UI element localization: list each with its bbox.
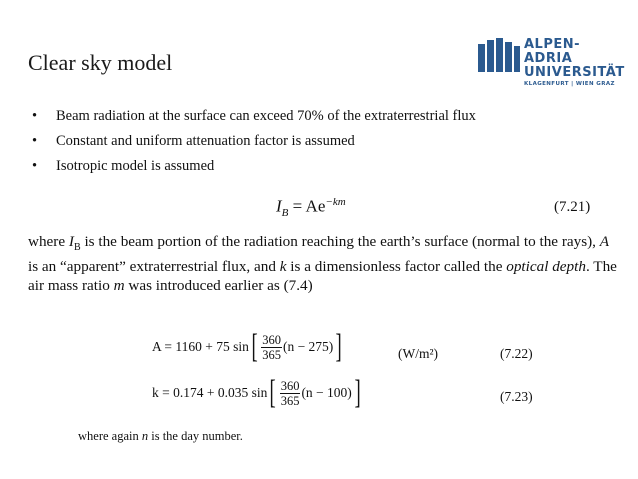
bullet-item: • Isotropic model is assumed [28, 154, 476, 179]
para-symbol: k [279, 258, 287, 276]
equation-7-22 [152, 328, 345, 365]
eq-rhs: = Ae [292, 196, 326, 216]
para-text: . The air mass ratio [28, 258, 617, 295]
note-text: is the day number. [148, 429, 243, 443]
logo-line-3: KLAGENFURT | WIEN GRAZ [524, 81, 615, 87]
bullet-item: • Beam radiation at the surface can exceed 70% of the extraterrestrial flux [28, 104, 476, 129]
explanation-paragraph [28, 232, 618, 295]
eq-lhs: I [276, 196, 282, 216]
para-text: where [28, 233, 69, 250]
eq-prefix: A = 1160 + 75 sin [152, 339, 249, 354]
day-number-note [78, 429, 243, 444]
fraction-numerator: 360 [262, 332, 281, 347]
left-bracket: [ [251, 328, 258, 365]
para-text: was introduced earlier as (7.4) [124, 277, 313, 295]
logo-line-2: UNIVERSITÄT [524, 65, 625, 80]
para-term: optical depth [506, 258, 586, 276]
equation-7-23 [152, 374, 363, 411]
bullet-item: • Constant and uniform attenuation factor is assumed [28, 129, 476, 154]
units: (W/m²) [398, 346, 439, 361]
para-text: is an “apparent” extraterrestrial flux, and [28, 258, 280, 276]
university-logo [478, 36, 626, 87]
logo-line-1: ALPEN-ADRIA [524, 37, 581, 66]
fraction [261, 333, 282, 362]
eq-suffix: (n − 275) [282, 339, 334, 354]
slide-title: Clear sky model [28, 50, 173, 75]
para-symbol-sub: B [73, 242, 81, 254]
fraction [280, 379, 301, 408]
fraction-denominator: 365 [280, 393, 300, 408]
eq-prefix: k = 0.174 + 0.035 sin [152, 385, 268, 400]
equation-number-7-22: (7.22) [500, 346, 533, 361]
logo-bars-icon [478, 38, 522, 72]
fraction-numerator: 360 [280, 378, 300, 393]
equation-7-21 [276, 196, 346, 219]
note-symbol: n [141, 429, 149, 443]
equation-number-7-21: (7.21) [554, 199, 591, 215]
para-symbol: A [599, 233, 610, 250]
fraction-denominator: 365 [262, 347, 281, 362]
eq-suffix: (n − 100) [301, 385, 352, 400]
bullet-list [28, 104, 476, 179]
right-bracket: ] [335, 328, 343, 365]
left-bracket: [ [269, 374, 277, 411]
para-text: is a dimensionless factor called the [286, 258, 507, 276]
equation-number-7-23: (7.23) [500, 389, 533, 404]
para-symbol: I [68, 233, 74, 250]
eq-lhs-sub: B [281, 207, 289, 220]
para-symbol: m [113, 277, 125, 295]
logo-text [524, 38, 626, 88]
para-text: is the beam portion of the radiation reaching the earth’s surface (normal to the rays), [80, 233, 600, 250]
note-text: where again [78, 429, 142, 443]
eq-rhs-sup: −km [325, 196, 346, 208]
right-bracket: ] [354, 374, 361, 411]
